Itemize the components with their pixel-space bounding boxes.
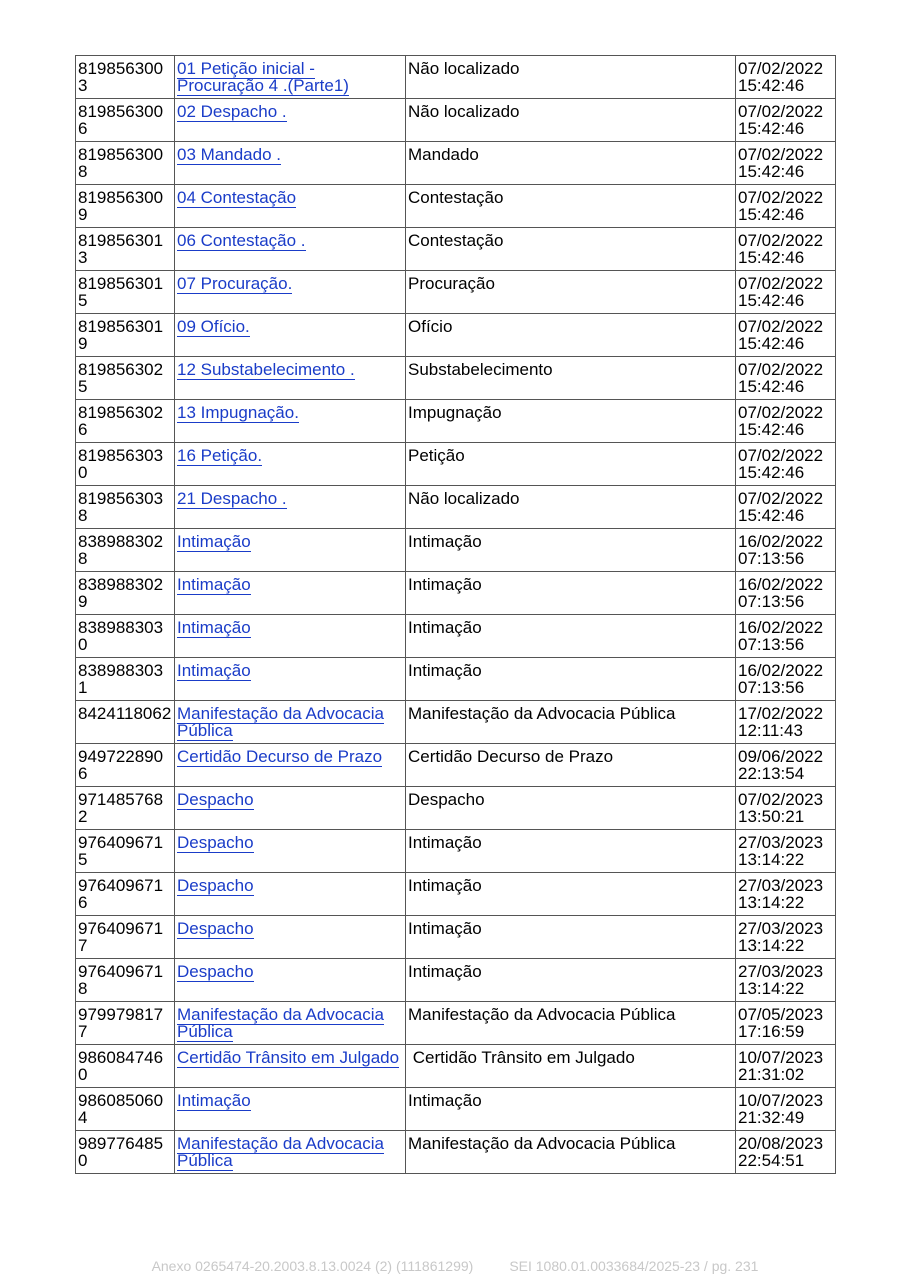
document-date: 07/02/2022: [738, 403, 824, 422]
document-date: 07/02/2022: [738, 59, 824, 78]
document-name-cell: [175, 99, 406, 142]
document-link[interactable]: 09 Ofício.: [177, 317, 250, 336]
document-type-cell: Manifestação da Advocacia Pública: [406, 1131, 736, 1174]
document-datetime-cell: [736, 1045, 836, 1088]
document-link[interactable]: Manifestação da Advocacia Pública: [177, 1005, 384, 1041]
document-name-cell: [175, 228, 406, 271]
document-name-cell: [175, 959, 406, 1002]
document-link[interactable]: 03 Mandado .: [177, 145, 281, 164]
table-row: [76, 486, 836, 529]
document-date: 07/02/2022: [738, 446, 824, 465]
table-row: [76, 529, 836, 572]
document-datetime-cell: [736, 529, 836, 572]
document-time: 15:42:46: [738, 506, 805, 525]
document-type-cell: Mandado: [406, 142, 736, 185]
document-type-cell: Intimação: [406, 959, 736, 1002]
document-name-cell: [175, 443, 406, 486]
document-date: 27/03/2023: [738, 962, 824, 981]
footer-annex-reference: Anexo 0265474-20.2003.8.13.0024 (2) (111861299): [151, 1258, 474, 1274]
document-name-cell: [175, 314, 406, 357]
document-time: 15:42:46: [738, 377, 805, 396]
document-date: 16/02/2022: [738, 575, 824, 594]
document-time: 13:14:22: [738, 893, 805, 912]
document-time: 22:54:51: [738, 1151, 805, 1170]
document-name-cell: [175, 1045, 406, 1088]
table-row: [76, 185, 836, 228]
document-link[interactable]: Certidão Decurso de Prazo: [177, 747, 383, 766]
document-link[interactable]: 16 Petição.: [177, 446, 263, 465]
table-row: [76, 701, 836, 744]
document-time: 15:42:46: [738, 205, 805, 224]
document-name-cell: [175, 615, 406, 658]
document-type-cell: Não localizado: [406, 486, 736, 529]
table-row: [76, 228, 836, 271]
table-row: [76, 959, 836, 1002]
document-link[interactable]: Despacho: [177, 833, 254, 852]
document-id-cell: 8198563030: [76, 443, 175, 486]
document-link[interactable]: Despacho: [177, 962, 254, 981]
table-row: [76, 916, 836, 959]
table-row: [76, 357, 836, 400]
document-time: 07:13:56: [738, 592, 805, 611]
document-date: 07/02/2022: [738, 274, 824, 293]
document-link[interactable]: Despacho: [177, 919, 254, 938]
document-name-cell: [175, 1002, 406, 1045]
table-row: [76, 873, 836, 916]
document-id-cell: 8424118062: [76, 701, 175, 744]
table-row: [76, 658, 836, 701]
document-name-cell: [175, 400, 406, 443]
table-row: [76, 314, 836, 357]
page-footer: [0, 1258, 910, 1274]
document-name-cell: [175, 787, 406, 830]
document-time: 13:14:22: [738, 979, 805, 998]
document-link[interactable]: Intimação: [177, 661, 251, 680]
document-type-cell: Manifestação da Advocacia Pública: [406, 1002, 736, 1045]
document-link[interactable]: 01 Petição inicial - Procuração 4 .(Parte1): [177, 59, 349, 95]
table-row: [76, 615, 836, 658]
document-name-cell: [175, 56, 406, 99]
document-id-cell: 9764096716: [76, 873, 175, 916]
table-row: [76, 56, 836, 99]
table-row: [76, 830, 836, 873]
document-link[interactable]: 13 Impugnação.: [177, 403, 299, 422]
document-name-cell: [175, 271, 406, 314]
document-link[interactable]: Certidão Trânsito em Julgado: [177, 1048, 400, 1067]
document-time: 15:42:46: [738, 420, 805, 439]
document-datetime-cell: [736, 314, 836, 357]
document-id-cell: 9799798177: [76, 1002, 175, 1045]
table-row: [76, 400, 836, 443]
document-datetime-cell: [736, 271, 836, 314]
document-time: 15:42:46: [738, 291, 805, 310]
document-id-cell: 8389883031: [76, 658, 175, 701]
document-date: 07/05/2023: [738, 1005, 824, 1024]
document-time: 15:42:46: [738, 76, 805, 95]
document-datetime-cell: [736, 486, 836, 529]
footer-sei-reference: SEI 1080.01.0033684/2025-23 / pg. 231: [509, 1258, 759, 1274]
document-id-cell: 8198563003: [76, 56, 175, 99]
document-id-cell: 9860850604: [76, 1088, 175, 1131]
documents-table: [75, 55, 836, 1174]
document-datetime-cell: [736, 443, 836, 486]
document-date: 16/02/2022: [738, 532, 824, 551]
document-datetime-cell: [736, 400, 836, 443]
document-name-cell: [175, 357, 406, 400]
document-time: 07:13:56: [738, 678, 805, 697]
document-id-cell: 8198563009: [76, 185, 175, 228]
document-datetime-cell: [736, 658, 836, 701]
document-datetime-cell: [736, 142, 836, 185]
table-row: [76, 572, 836, 615]
document-name-cell: [175, 658, 406, 701]
document-type-cell: Não localizado: [406, 99, 736, 142]
document-type-cell: Contestação: [406, 185, 736, 228]
document-link[interactable]: Intimação: [177, 575, 251, 594]
document-link[interactable]: 12 Substabelecimento .: [177, 360, 355, 379]
document-datetime-cell: [736, 787, 836, 830]
document-id-cell: 8198563025: [76, 357, 175, 400]
document-time: 13:14:22: [738, 850, 805, 869]
document-datetime-cell: [736, 1088, 836, 1131]
document-type-cell: Certidão Trânsito em Julgado: [406, 1045, 736, 1088]
document-date: 17/02/2022: [738, 704, 824, 723]
document-date: 16/02/2022: [738, 661, 824, 680]
table-row: [76, 1131, 836, 1174]
document-type-cell: Ofício: [406, 314, 736, 357]
document-link[interactable]: 06 Contestação .: [177, 231, 306, 250]
document-id-cell: 9764096715: [76, 830, 175, 873]
document-name-cell: [175, 572, 406, 615]
document-type-cell: Substabelecimento: [406, 357, 736, 400]
document-date: 20/08/2023: [738, 1134, 824, 1153]
document-time: 15:42:46: [738, 463, 805, 482]
document-time: 21:31:02: [738, 1065, 805, 1084]
document-id-cell: 8198563038: [76, 486, 175, 529]
document-date: 10/07/2023: [738, 1091, 824, 1110]
document-datetime-cell: [736, 99, 836, 142]
document-date: 10/07/2023: [738, 1048, 824, 1067]
table-row: [76, 142, 836, 185]
document-type-cell: Procuração: [406, 271, 736, 314]
document-link[interactable]: Intimação: [177, 618, 251, 637]
document-link[interactable]: Despacho: [177, 790, 254, 809]
document-name-cell: [175, 701, 406, 744]
document-datetime-cell: [736, 744, 836, 787]
document-id-cell: 9764096717: [76, 916, 175, 959]
table-row: [76, 1002, 836, 1045]
document-id-cell: 8198563008: [76, 142, 175, 185]
document-time: 21:32:49: [738, 1108, 805, 1127]
document-name-cell: [175, 486, 406, 529]
document-date: 07/02/2022: [738, 360, 824, 379]
document-datetime-cell: [736, 185, 836, 228]
document-date: 16/02/2022: [738, 618, 824, 637]
document-datetime-cell: [736, 1131, 836, 1174]
document-id-cell: 9714857682: [76, 787, 175, 830]
document-link[interactable]: Intimação: [177, 532, 251, 551]
document-id-cell: 9497228906: [76, 744, 175, 787]
document-type-cell: Manifestação da Advocacia Pública: [406, 701, 736, 744]
document-id-cell: 9764096718: [76, 959, 175, 1002]
documents-table-body: [76, 56, 836, 1174]
document-time: 15:42:46: [738, 162, 805, 181]
document-type-cell: Impugnação: [406, 400, 736, 443]
document-id-cell: 8198563015: [76, 271, 175, 314]
document-name-cell: [175, 1088, 406, 1131]
document-date: 07/02/2022: [738, 489, 824, 508]
table-row: [76, 744, 836, 787]
table-row: [76, 1045, 836, 1088]
document-name-cell: [175, 1131, 406, 1174]
document-time: 13:14:22: [738, 936, 805, 955]
document-id-cell: 8389883029: [76, 572, 175, 615]
document-name-cell: [175, 873, 406, 916]
document-name-cell: [175, 744, 406, 787]
document-id-cell: 8389883028: [76, 529, 175, 572]
document-date: 09/06/2022: [738, 747, 824, 766]
document-link[interactable]: Manifestação da Advocacia Pública: [177, 704, 384, 740]
document-name-cell: [175, 916, 406, 959]
document-datetime-cell: [736, 873, 836, 916]
table-row: [76, 99, 836, 142]
document-link[interactable]: 02 Despacho .: [177, 102, 287, 121]
document-datetime-cell: [736, 572, 836, 615]
document-datetime-cell: [736, 830, 836, 873]
document-link[interactable]: 07 Procuração.: [177, 274, 293, 293]
document-datetime-cell: [736, 916, 836, 959]
document-id-cell: 8389883030: [76, 615, 175, 658]
document-type-cell: Certidão Decurso de Prazo: [406, 744, 736, 787]
document-type-cell: Contestação: [406, 228, 736, 271]
document-link[interactable]: 21 Despacho .: [177, 489, 287, 508]
document-date: 07/02/2022: [738, 102, 824, 121]
document-name-cell: [175, 529, 406, 572]
document-type-cell: Intimação: [406, 1088, 736, 1131]
document-date: 27/03/2023: [738, 876, 824, 895]
document-time: 07:13:56: [738, 635, 805, 654]
document-date: 07/02/2022: [738, 145, 824, 164]
document-date: 07/02/2022: [738, 188, 824, 207]
table-row: [76, 1088, 836, 1131]
document-date: 27/03/2023: [738, 919, 824, 938]
document-id-cell: 8198563026: [76, 400, 175, 443]
table-row: [76, 443, 836, 486]
document-name-cell: [175, 142, 406, 185]
document-link[interactable]: 04 Contestação: [177, 188, 297, 207]
document-time: 12:11:43: [738, 721, 803, 740]
document-time: 15:42:46: [738, 119, 805, 138]
document-id-cell: 8198563006: [76, 99, 175, 142]
document-datetime-cell: [736, 357, 836, 400]
document-date: 07/02/2023: [738, 790, 824, 809]
document-datetime-cell: [736, 701, 836, 744]
document-time: 13:50:21: [738, 807, 805, 826]
document-datetime-cell: [736, 228, 836, 271]
document-id-cell: 9897764850: [76, 1131, 175, 1174]
document-type-cell: Intimação: [406, 873, 736, 916]
document-type-cell: Não localizado: [406, 56, 736, 99]
document-time: 15:42:46: [738, 334, 805, 353]
document-link[interactable]: Despacho: [177, 876, 254, 895]
document-type-cell: Intimação: [406, 572, 736, 615]
document-name-cell: [175, 830, 406, 873]
document-datetime-cell: [736, 959, 836, 1002]
document-type-cell: Intimação: [406, 830, 736, 873]
document-id-cell: 8198563019: [76, 314, 175, 357]
document-link[interactable]: Manifestação da Advocacia Pública: [177, 1134, 384, 1170]
document-time: 17:16:59: [738, 1022, 805, 1041]
document-type-cell: Petição: [406, 443, 736, 486]
document-link[interactable]: Intimação: [177, 1091, 251, 1110]
document-date: 27/03/2023: [738, 833, 824, 852]
document-time: 22:13:54: [738, 764, 805, 783]
table-row: [76, 787, 836, 830]
document-name-cell: [175, 185, 406, 228]
document-id-cell: 9860847460: [76, 1045, 175, 1088]
document-datetime-cell: [736, 615, 836, 658]
document-datetime-cell: [736, 1002, 836, 1045]
document-type-cell: Despacho: [406, 787, 736, 830]
document-id-cell: 8198563013: [76, 228, 175, 271]
document-type-cell: Intimação: [406, 615, 736, 658]
document-datetime-cell: [736, 56, 836, 99]
document-type-cell: Intimação: [406, 529, 736, 572]
document-type-cell: Intimação: [406, 658, 736, 701]
table-row: [76, 271, 836, 314]
document-date: 07/02/2022: [738, 231, 824, 250]
document-time: 07:13:56: [738, 549, 805, 568]
document-type-cell: Intimação: [406, 916, 736, 959]
document-time: 15:42:46: [738, 248, 805, 267]
document-date: 07/02/2022: [738, 317, 824, 336]
